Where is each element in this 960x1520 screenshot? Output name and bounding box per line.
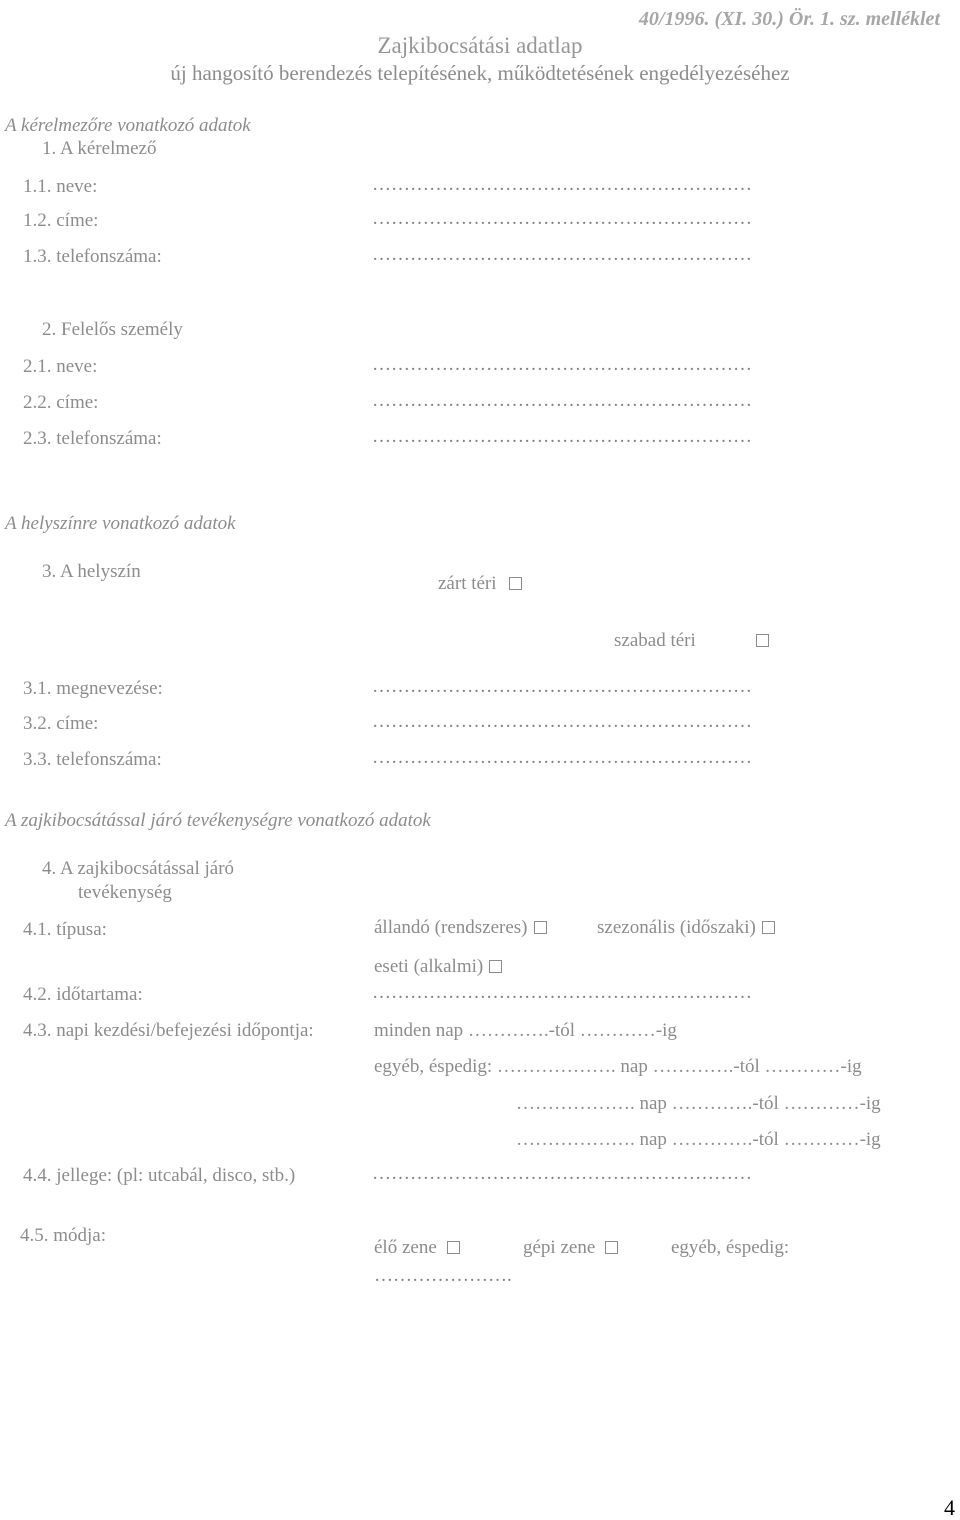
activity-time-label: 4.3. napi kezdési/befejezési időpontja: <box>23 1020 314 1041</box>
location-name-label: 3.1. megnevezése: <box>23 678 163 699</box>
item-activity-line2: tevékenység <box>78 882 172 903</box>
responsible-address-field[interactable]: …………………………………………………… <box>372 390 752 411</box>
type-seasonal-option: szezonális (időszaki) <box>597 918 775 937</box>
closed-space-checkbox[interactable] <box>509 577 522 590</box>
item-location: 3. A helyszín <box>42 561 141 582</box>
other-mode-label: egyéb, éspedig: <box>671 1237 790 1258</box>
type-permanent-checkbox[interactable] <box>534 921 547 934</box>
closed-space-option: zárt téri <box>438 574 522 593</box>
open-space-checkbox[interactable] <box>756 634 769 647</box>
type-occasional-checkbox[interactable] <box>489 960 502 973</box>
type-permanent-option: állandó (rendszeres) <box>374 918 547 937</box>
item-applicant: 1. A kérelmező <box>42 138 157 159</box>
every-day-time-field[interactable]: minden nap ………….-tól …………-ig <box>374 1020 677 1041</box>
item-activity-line1: 4. A zajkibocsátással járó <box>42 858 235 879</box>
location-name-field[interactable]: …………………………………………………… <box>372 676 752 697</box>
other-time-field-2[interactable]: ………………. nap ………….-tól …………-ig <box>516 1093 881 1114</box>
section-applicant-heading: A kérelmezőre vonatkozó adatok <box>5 115 251 136</box>
responsible-address-label: 2.2. címe: <box>23 392 99 413</box>
other-mode-field[interactable]: …………………. <box>374 1265 512 1286</box>
form-title: Zajkibocsátási adatlap <box>377 33 583 58</box>
location-address-label: 3.2. címe: <box>23 713 99 734</box>
other-time-field-1[interactable]: egyéb, éspedig: ………………. nap ………….-tól …………-ig <box>374 1056 862 1077</box>
page-number: 4 <box>944 1495 955 1520</box>
machine-music-checkbox[interactable] <box>605 1241 618 1254</box>
activity-type-label: 4.1. típusa: <box>23 919 107 940</box>
applicant-address-label: 1.2. címe: <box>23 210 99 231</box>
applicant-name-field[interactable]: …………………………………………………… <box>372 174 752 195</box>
responsible-name-label: 2.1. neve: <box>23 356 98 377</box>
type-seasonal-checkbox[interactable] <box>762 921 775 934</box>
location-phone-label: 3.3. telefonszáma: <box>23 749 162 770</box>
item-responsible-person: 2. Felelős személy <box>42 319 183 340</box>
applicant-phone-label: 1.3. telefonszáma: <box>23 246 162 267</box>
responsible-phone-label: 2.3. telefonszáma: <box>23 428 162 449</box>
responsible-phone-field[interactable]: …………………………………………………… <box>372 426 752 447</box>
applicant-address-field[interactable]: …………………………………………………… <box>372 208 752 229</box>
legal-reference: 40/1996. (XI. 30.) Ör. 1. sz. melléklet <box>638 8 940 30</box>
activity-duration-label: 4.2. időtartama: <box>23 984 143 1005</box>
machine-music-option: gépi zene <box>523 1238 618 1257</box>
other-time-field-3[interactable]: ………………. nap ………….-tól …………-ig <box>516 1129 881 1150</box>
live-music-option: élő zene <box>374 1238 460 1257</box>
applicant-name-label: 1.1. neve: <box>23 176 98 197</box>
activity-duration-field[interactable]: …………………………………………………… <box>372 982 752 1003</box>
section-location-heading: A helyszínre vonatkozó adatok <box>5 513 236 534</box>
section-activity-heading: A zajkibocsátással járó tevékenységre vonatkozó adatok <box>5 810 431 831</box>
live-music-checkbox[interactable] <box>447 1241 460 1254</box>
open-space-option: szabad téri <box>614 631 769 650</box>
activity-character-field[interactable]: …………………………………………………… <box>372 1163 752 1184</box>
location-address-field[interactable]: …………………………………………………… <box>372 711 752 732</box>
type-occasional-option: eseti (alkalmi) <box>374 957 502 976</box>
activity-mode-label: 4.5. módja: <box>20 1225 107 1246</box>
location-phone-field[interactable]: …………………………………………………… <box>372 747 752 768</box>
applicant-phone-field[interactable]: …………………………………………………… <box>372 244 752 265</box>
activity-character-label: 4.4. jellege: (pl: utcabál, disco, stb.) <box>23 1165 296 1186</box>
form-subtitle: új hangosító berendezés telepítésének, működtetésének engedélyezéséhez <box>170 61 790 85</box>
responsible-name-field[interactable]: …………………………………………………… <box>372 354 752 375</box>
